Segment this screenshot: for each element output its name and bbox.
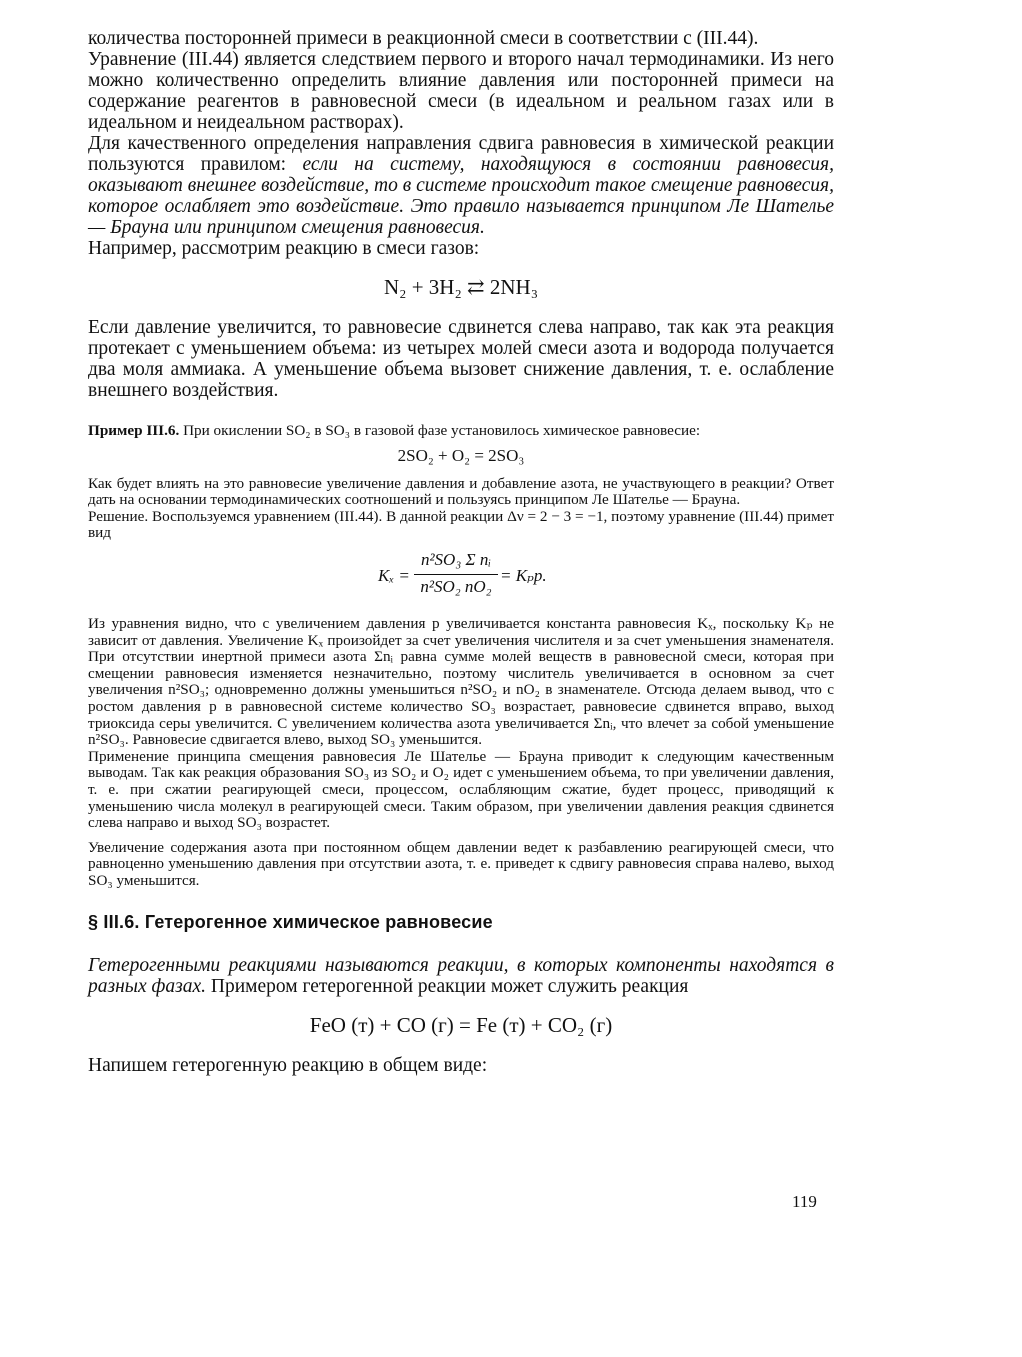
section-heading: § III.6. Гетерогенное химическое равновесие [88,912,493,933]
equation-so3: 2SO₂ + O₂ = 2SO₃ [397,445,525,465]
heterogeneous-definition: Гетерогенными реакциями называются реакции, в которых компоненты находятся в разных фазах. [88,955,834,998]
example-text: При окислении SO₂ в SO₃ в газовой фазе установилось химическое равновесие: [179,422,701,439]
rule-statement: если на систему, находящуюся в состоянии равновесия, оказывают внешнее воздействие, то в системе происходит такое смещение равновесия, которое ослабляет это воздействие. Это правило называется принципом Ле Шателье — Брауна или принципом смещения равновесия. [88,154,834,238]
paragraph-4: Например, рассмотрим реакцию в смеси газов: [88,238,480,259]
paragraph-8: Увеличение содержания азота при постоянном общем давлении ведет к разбавлению реагирующей смеси, что равноценно уменьшению давления при отсутствии азота, т. е. приведет к сдвигу равновесия справа налево, выход SO₃ уменьшится. [88,838,834,889]
example-heading [88,423,834,440]
formula-numerator: n²SO₃ Σ nᵢ [420,549,492,569]
solution-intro: Решение. Воспользуемся уравнением (III.44). В данной реакции Δν = 2 − 3 = −1, поэтому уравнение (III.44) примет вид [88,507,834,542]
formula-rhs: = Kₚp. [500,565,547,585]
paragraph-2: Уравнение (III.44) является следствием первого и второго начал термодинамики. Из него можно количественно определить влияние давления или посторонней примеси на содержание реагентов в равновесной смеси (в идеальном и реальном газах или в идеальном и неидеальном растворах). [88,49,834,133]
equation-ammonia: N₂ + 3H₂ ⇄ 2NH₃ [383,275,539,299]
rule-lead: Для качественного определения направления сдвига равновесия в химической реакции пользуются правилом: [88,133,834,175]
formula-denominator: n²SO₂ nO₂ [420,576,492,596]
paragraph-1: количества посторонней примеси в реакционной смеси в соответствии с (III.44). [88,28,759,49]
paragraph-10: Напишем гетерогенную реакцию в общем виде: [88,1055,488,1077]
page-body [88,28,834,1076]
paragraph-7: Применение принципа смещения равновесия Ле Шателье — Брауна приводит к следующим качественным выводам. Так как реакция образования SO₃ из SO₂ и O₂ идет с уменьшением объема, то при увеличении давления, т. е. при сжатии реагирующей смеси, процессом, ослабляющим сжатие, будет процесс, приводящий к уменьшению числа молекул в реагирующей смеси. Таким образом, при увеличении давления реакция сдвинется слева направо и выход SO₃ возрастет. [88,747,834,832]
fraction-bar [414,574,498,575]
paragraph-3 [88,133,834,238]
paragraph-9 [88,955,834,997]
example-question: Как будет влиять на это равновесие увеличение давления и добавление азота, не участвующего в реакции? Ответ дать на основании термодинамических соотношений и пользуясь принципом Ле Шателье — Брауна. [88,474,834,509]
paragraph-5: Если давление увеличится, то равновесие сдвинется слева направо, так как эта реакция протекает с уменьшением объема: из четырех молей смеси азота и водорода получается два моля аммиака. А уменьшение объема вызовет снижение давления, т. е. ослабление внешнего воздействия. [88,317,834,401]
page-number: 119 [792,1192,817,1211]
example-label: Пример III.6. [88,422,180,439]
paragraph-9-rest: Примером гетерогенной реакции может служить реакция [206,976,689,998]
paragraph-6: Из уравнения видно, что с увеличением давления p увеличивается константа равновесия Kₓ, поскольку Kₚ не зависит от давления. Увеличение Kₓ произойдет за счет увеличения числителя и за счет уменьшения знаменателя. При отсутствии инертной примеси азота Σnᵢ равна сумме молей веществ в равновесной смеси, которая при смещении равновесия изменяется незначительно, поэтому числитель увеличивается в основном за счет увеличения n²SO₃; одновременно должны уменьшиться n²SO₂ и nO₂ в знаменателе. Отсюда делаем вывод, что с ростом давления p в равновесной системе количество SO₃ возрастает, равновесие сдвинется вправо, выход триоксида серы увеличится. С увеличением количества азота увеличивается Σnᵢ, что влечет за собой уменьшение n²SO₃. Равновесие сдвигается влево, выход SO₃ уменьшится. [88,614,834,749]
formula-kx: Kₓ = [378,565,410,585]
equilibrium-formula [88,546,834,606]
equation-feo: FeO (т) + CO (г) = Fe (т) + CO₂ (г) [309,1013,613,1038]
